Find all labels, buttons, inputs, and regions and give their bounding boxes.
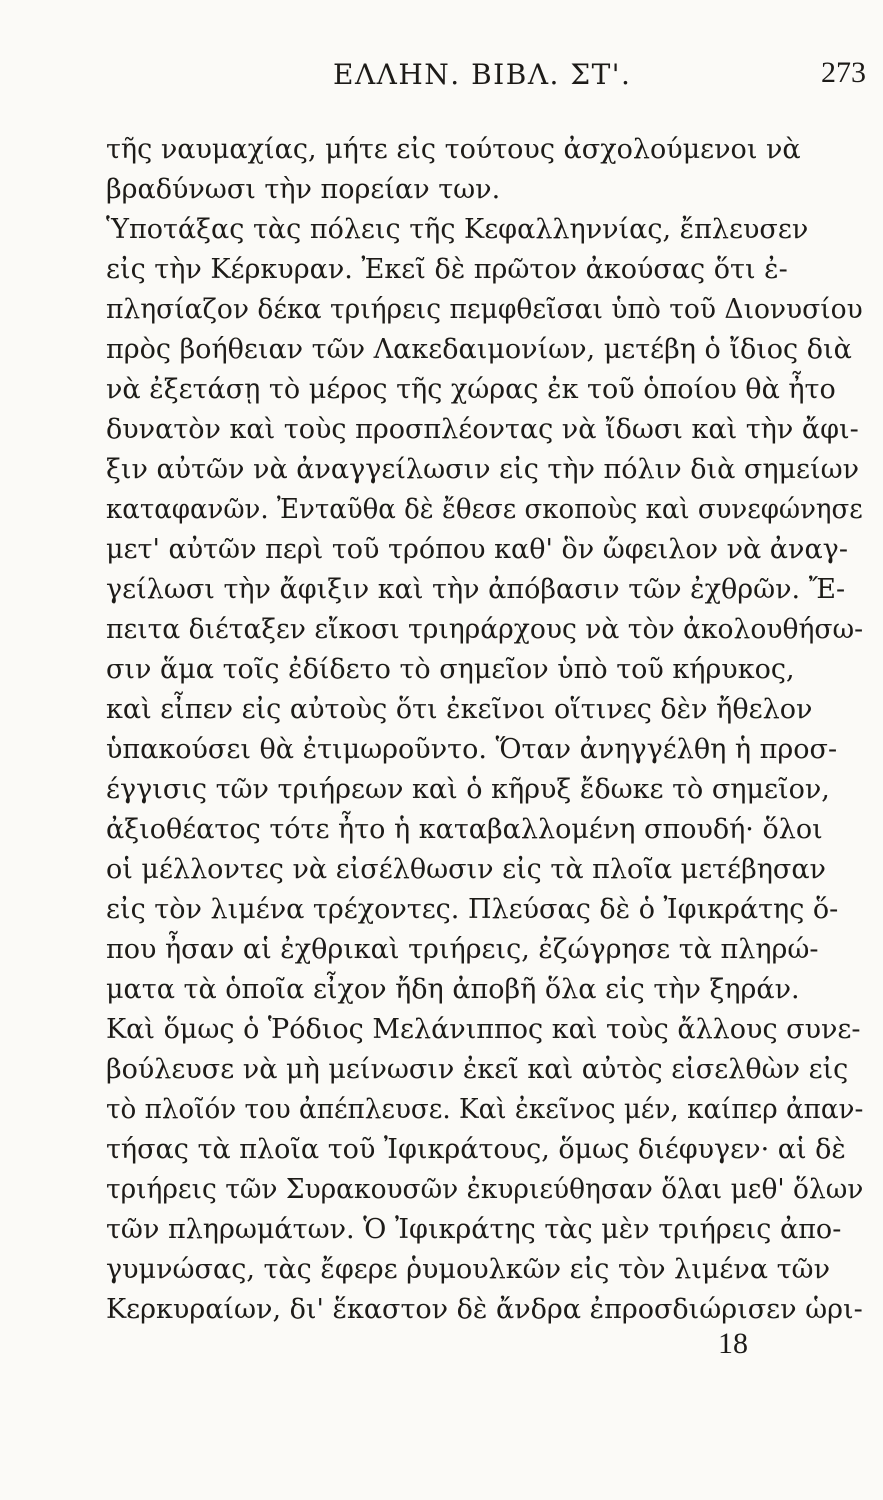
text-line-content: μετ' αὐτῶν περὶ τοῦ τρόπου καθ' ὃν ὤφειλον νὰ ἀναγ- — [106, 534, 848, 565]
text-line — [106, 1010, 863, 1050]
text-line — [106, 450, 863, 490]
page-number: 273 — [821, 56, 866, 89]
text-line — [106, 490, 863, 530]
text-line — [106, 290, 863, 330]
text-line-content: τήσας τὰ πλοῖα τοῦ Ἰφικράτους, ὅμως διέφυγεν· αἱ δὲ — [106, 1134, 846, 1165]
text-line-content: έγγισις τῶν τριήρεων καὶ ὁ κῆρυξ ἔδωκε τὸ σημεῖον, — [106, 774, 830, 805]
text-line-content: ξιν αὐτῶν νὰ ἀναγγείλωσιν εἰς τὴν πόλιν διὰ σημείων — [106, 454, 860, 485]
text-line-content: πρὸς βοήθειαν τῶν Λακεδαιμονίων, μετέβη ὁ ἴδιος διὰ — [106, 334, 852, 365]
text-line-content: Κερκυραίων, δι' ἕκαστον δὲ ἄνδρα ἐπροσδιώρισεν ὡρι- — [106, 1294, 863, 1325]
text-line-content: Ὑποτάξας τὰς πόλεις τῆς Κεφαλληννίας, ἔπλευσεν — [106, 214, 809, 245]
text-line — [106, 1170, 863, 1210]
text-line-content: πειτα διέταξεν εἴκοσι τριηράρχους νὰ τὸν ἀκολουθήσω- — [106, 614, 863, 645]
text-line-content: τὸ πλοῖόν του ἀπέπλευσε. Καὶ ἐκεῖνος μέν, καίπερ ἀπαν- — [106, 1094, 863, 1125]
text-line — [106, 170, 863, 210]
text-line — [106, 850, 863, 890]
text-line — [106, 650, 863, 690]
text-line — [106, 690, 863, 730]
text-line — [106, 410, 863, 450]
text-line — [106, 330, 863, 370]
text-line-content: τῶν πληρωμάτων. Ὁ Ἰφικράτης τὰς μὲν τριήρεις ἀπο- — [106, 1214, 842, 1245]
text-line — [106, 1210, 863, 1250]
text-line — [106, 1130, 863, 1170]
text-line — [106, 1050, 863, 1090]
text-line-content: σιν ἅμα τοῖς ἐδίδετο τὸ σημεῖον ὑπὸ τοῦ κήρυκος, — [106, 654, 795, 685]
text-line-content: ὑπακούσει θὰ ἐτιμωροῦντο. Ὅταν ἀνηγγέλθη ἡ προσ- — [106, 734, 838, 765]
text-line — [106, 1250, 863, 1290]
text-line-content: βούλευσε νὰ μὴ μείνωσιν ἐκεῖ καὶ αὐτὸς εἰσελθὼν εἰς — [106, 1054, 849, 1085]
text-line — [106, 610, 863, 650]
text-line-content: τριήρεις τῶν Συρακουσῶν ἐκυριεύθησαν ὅλαι μεθ' ὅλων — [106, 1174, 863, 1205]
text-line-content: ἀξιοθέατος τότε ἦτο ἡ καταβαλλομένη σπουδή· ὅλοι — [106, 814, 823, 845]
text-line-content: καὶ εἶπεν εἰς αὐτοὺς ὅτι ἐκεῖνοι οἵτινες δὲν ἤθελον — [106, 694, 813, 725]
text-line — [106, 250, 863, 290]
text-line — [106, 970, 863, 1010]
text-line-content: γυμνώσας, τὰς ἔφερε ῥυμουλκῶν εἰς τὸν λιμένα τῶν — [106, 1254, 830, 1285]
text-line-content: ματα τὰ ὁποῖα εἶχον ἤδη ἀποβῆ ὅλα εἰς τὴν ξηράν. — [106, 974, 800, 1005]
signature-number: 18 — [718, 1327, 748, 1360]
text-line-content: εἰς τὸν λιμένα τρέχοντες. Πλεύσας δὲ ὁ Ἰφικράτης ὅ- — [106, 894, 839, 925]
text-line-content: Καὶ ὅμως ὁ Ῥόδιος Μελάνιππος καὶ τοὺς ἄλλους συνε- — [106, 1014, 861, 1045]
body-text — [106, 130, 863, 1325]
text-line-content: βραδύνωσι τὴν πορείαν των. — [106, 174, 501, 205]
text-line — [106, 810, 863, 850]
text-line — [106, 930, 863, 970]
text-line-content: δυνατὸν καὶ τοὺς προσπλέοντας νὰ ἴδωσι καὶ τὴν ἄφι- — [106, 414, 859, 445]
text-line — [106, 1090, 863, 1130]
text-line-content: τῆς ναυμαχίας, μήτε εἰς τούτους ἀσχολούμενοι νὰ — [106, 134, 801, 165]
text-line — [106, 1290, 863, 1330]
text-line — [106, 570, 863, 610]
text-line — [106, 370, 863, 410]
text-line-content: εἰς τὴν Κέρκυραν. Ἐκεῖ δὲ πρῶτον ἀκούσας ὅτι ἐ- — [106, 254, 788, 285]
text-line — [106, 530, 863, 570]
text-line — [106, 770, 863, 810]
running-title: ΕΛΛΗΝ. ΒΙΒΛ. ΣΤ'. — [333, 58, 632, 91]
text-line — [106, 890, 863, 930]
text-line — [106, 210, 863, 250]
text-line — [106, 130, 863, 170]
text-line-content: οἱ μέλλοντες νὰ εἰσέλθωσιν εἰς τὰ πλοῖα μετέβησαν — [106, 854, 826, 885]
running-header — [0, 58, 883, 98]
text-line-content: που ἦσαν αἱ ἐχθρικαὶ τριήρεις, ἐζώγρησε τὰ πληρώ- — [106, 934, 819, 965]
text-line-content: γείλωσι τὴν ἄφιξιν καὶ τὴν ἀπόβασιν τῶν ἐχθρῶν. Ἔ- — [106, 574, 846, 605]
text-line-content: καταφανῶν. Ἐνταῦθα δὲ ἔθεσε σκοποὺς καὶ συνεφώνησε — [106, 494, 863, 525]
text-line — [106, 730, 863, 770]
text-line-content: νὰ ἐξετάσῃ τὸ μέρος τῆς χώρας ἐκ τοῦ ὁποίου θὰ ἦτο — [106, 374, 836, 405]
text-line-content: πλησίαζον δέκα τριήρεις πεμφθεῖσαι ὑπὸ τοῦ Διονυσίου — [106, 294, 863, 325]
